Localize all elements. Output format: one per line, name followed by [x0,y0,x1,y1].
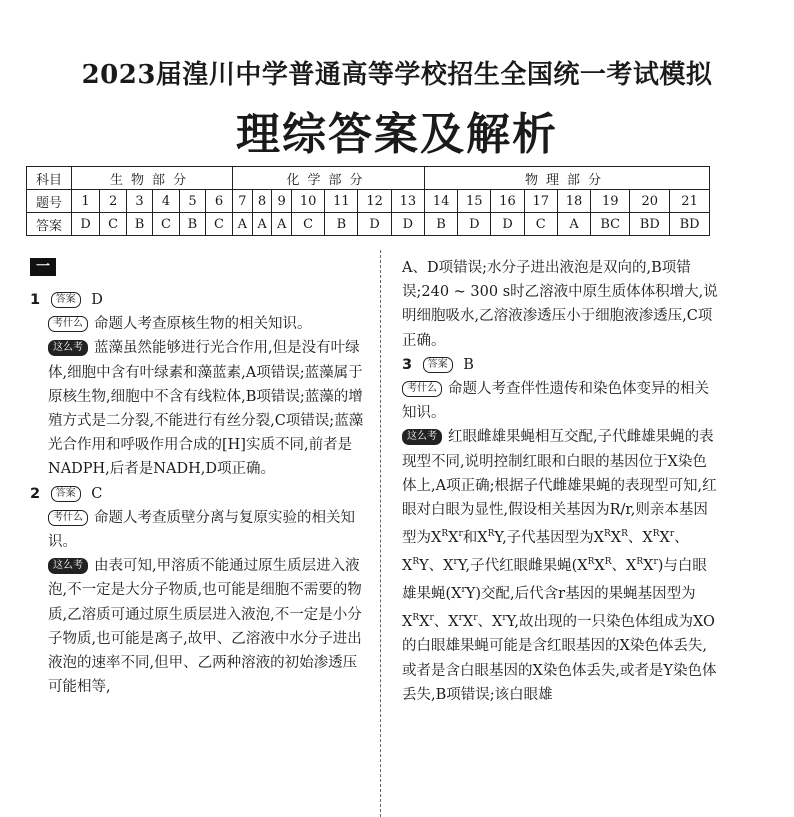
answer-cell: D [458,213,491,236]
question-number-cell: 5 [179,190,205,213]
q2-kao: 考什么 命题人考查质壁分离与复原实验的相关知识。 [48,509,355,551]
answer-table [26,166,710,236]
question-number-cell: 2 [100,190,127,213]
answer-cell: C [524,213,557,236]
q3-zen: 这么考 红眼雌雄果蝇相互交配,子代雌雄果蝇的表现型不同,说明控制红眼和白眼的基因位于X染色体上,A项正确;根据子代雌雄果蝇的表现型可知,红眼对白眼为显性,假设相关基因为R/r,则亲本基因型为$X^RX^r$和$X^RY$,子代基因型为$X^RX^R$、$X^RX^r$、$X^RY$、$X^rY$,子代红眼雌果蝇($X^RX^R$、$X^RX^r$)与白眼雄果蝇$(X^rY)$交配,后代含r基因的果蝇基因型为$X^RX^r$、$X^rX^r$、$X^rY$,故出现的一只染色体组成为XO的白眼雄果蝇可能是含红眼基因的X染色体丢失,或者是含白眼基因的X染色体丢失,或者是Y染色体丢失,B项错误;该白眼雄 [402,429,717,703]
right-column [402,256,720,707]
answer-cell: D [72,213,100,236]
subject-physics: 物理部分 [424,167,709,190]
question-number-cell: 21 [670,190,710,213]
left-column [30,262,366,699]
question-number-cell: 20 [630,190,670,213]
question-number: 2 [30,485,41,502]
subject-row [27,167,710,190]
question-number: 1 [30,292,41,308]
answer-cell: A [252,213,272,236]
q2-answer-line [30,482,366,506]
question-number-cell: 16 [491,190,524,213]
answer-cell: D [391,213,424,236]
answer-cell: B [127,213,153,236]
column-divider [380,250,381,817]
subject-chemistry: 化学部分 [233,167,425,190]
answer-cell: A [233,213,253,236]
question-number-cell: 6 [205,190,232,213]
kao-tag: 考什么 [402,381,442,397]
zen-tag: 这么考 [48,558,88,574]
row-label: 答案 [27,213,72,236]
answer-cell: C [292,213,325,236]
number-row [27,190,710,213]
answer-tag: 答案 [423,357,453,373]
answer-cell: A [557,213,590,236]
q1-zen: 这么考 蓝藻虽然能够进行光合作用,但是没有叶绿体,细胞中含有叶绿素和藻蓝素,A项错误;蓝藻属于原核生物,细胞中不含有线粒体,B项错误;蓝藻的增殖方式是二分裂,不能进行有丝分裂,C项错误;蓝藻光合作用和呼吸作用合成的[H]实质不同,前者是NADPH,后者是NADH,D项正确。 [48,340,364,478]
answer-cell: C [153,213,180,236]
answer-cell: B [325,213,358,236]
answer-cell: D [491,213,524,236]
answer-cell: BD [630,213,670,236]
q2-zen: 这么考 由表可知,甲溶质不能通过原生质层进入液泡,不一定是大分子物质,也可能是细胞不需要的物质,乙溶质可通过原生质层进入液泡,不一定是小分子物质,也可能是离子,故甲、乙溶液中水分子进出液泡的速率不同,但甲、乙两种溶液的初始渗透压可能相等, [48,558,362,696]
question-number-cell: 19 [591,190,630,213]
question-number-cell: 14 [424,190,457,213]
question-number-cell: 17 [524,190,557,213]
question-number-cell: 8 [252,190,272,213]
q1-answer-line [30,288,366,312]
question-number-cell: 10 [292,190,325,213]
question-number-cell: 4 [153,190,180,213]
q3-kao: 考什么 命题人考查伴性遗传和染色体变异的相关知识。 [402,381,709,422]
answer-cell: C [205,213,232,236]
kao-tag: 考什么 [48,316,88,332]
question-number-cell: 15 [458,190,491,213]
question-number-cell: 13 [391,190,424,213]
answer-title: 理综答案及解析 [236,109,558,160]
answer-tag: 答案 [51,486,81,502]
answer-value: B [463,356,474,373]
answer-tag: 答案 [51,292,81,308]
answer-cell: C [100,213,127,236]
question-number-cell: 1 [72,190,100,213]
answer-cell: D [358,213,391,236]
question-number-cell: 9 [272,190,292,213]
question-number-cell: 3 [127,190,153,213]
kao-tag: 考什么 [48,510,88,526]
zen-tag: 这么考 [48,340,88,356]
answer-cell: B [424,213,457,236]
answer-cell: BC [591,213,630,236]
answer-cell: BD [670,213,710,236]
q3-answer-line [402,353,720,377]
exam-title: 2023届湟川中学普通高等学校招生全国统一考试模拟 [81,60,713,90]
answer-value: C [91,485,103,502]
answer-value: D [91,292,103,308]
question-number-cell: 11 [325,190,358,213]
answer-row [27,213,710,236]
question-number-cell: 12 [358,190,391,213]
q2-continuation: A、D项错误;水分子进出液泡是双向的,B项错误;240 ~ 300 s时乙溶液中原生质体体积增大,说明细胞吸水,乙溶液渗透压小于细胞液渗透压,C项正确。 [402,260,718,349]
q1-kao: 考什么 命题人考查原核生物的相关知识。 [30,312,366,336]
answer-cell: B [179,213,205,236]
zen-tag: 这么考 [402,429,442,445]
question-number: 3 [402,356,413,373]
question-number-cell: 7 [233,190,253,213]
answer-cell: A [272,213,292,236]
subject-biology: 生物部分 [72,167,233,190]
section-mark: 一 [30,258,56,276]
row-label: 科目 [27,167,72,190]
question-number-cell: 18 [557,190,590,213]
row-label: 题号 [27,190,72,213]
